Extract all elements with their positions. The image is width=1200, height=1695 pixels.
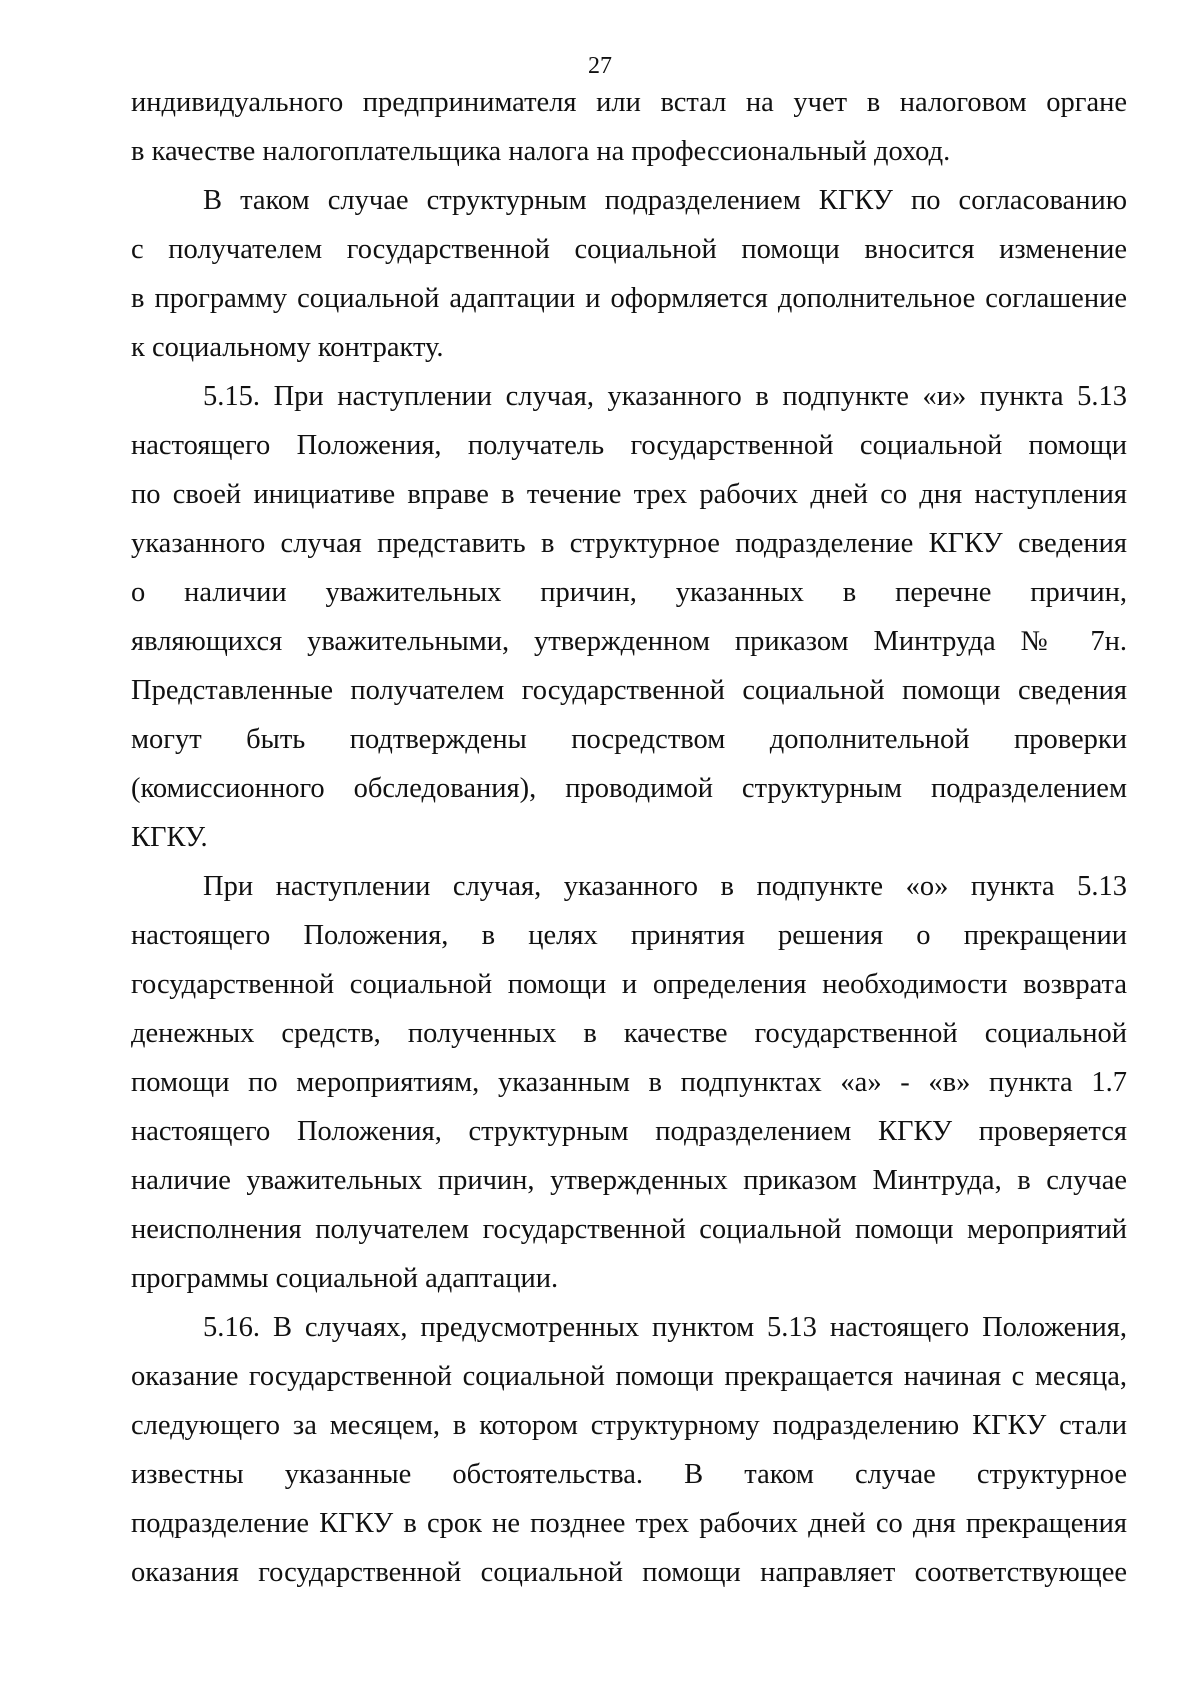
- text-line: Представленные получателем государственной социальной помощи сведения: [131, 675, 1127, 706]
- text-line: с получателем государственной социальной помощи вносится изменение: [131, 234, 1127, 265]
- text-line: денежных средств, полученных в качестве государственной социальной: [131, 1018, 1127, 1049]
- text-line: подразделение КГКУ в срок не позднее трех рабочих дней со дня прекращения: [131, 1508, 1127, 1539]
- text-line: индивидуального предпринимателя или встал на учет в налоговом органе: [131, 87, 1127, 118]
- text-line: настоящего Положения, структурным подразделением КГКУ проверяется: [131, 1116, 1127, 1147]
- text-line: известны указанные обстоятельства. В таком случае структурное: [131, 1459, 1127, 1490]
- paragraph: [131, 1303, 1127, 1597]
- text-line: по своей инициативе вправе в течение трех рабочих дней со дня наступления: [131, 479, 1127, 510]
- text-line: оказания государственной социальной помощи направляет соответствующее: [131, 1557, 1127, 1588]
- text-line: следующего за месяцем, в котором структурному подразделению КГКУ стали: [131, 1410, 1127, 1441]
- text-line: настоящего Положения, получатель государственной социальной помощи: [131, 430, 1127, 461]
- text-line: оказание государственной социальной помощи прекращается начиная с месяца,: [131, 1361, 1127, 1392]
- text-line: программы социальной адаптации.: [131, 1263, 559, 1294]
- paragraph: [131, 372, 1127, 862]
- text-line: 5.15. При наступлении случая, указанного в подпункте «и» пункта 5.13: [203, 381, 1127, 412]
- paragraph: [131, 176, 1127, 372]
- text-line: в качестве налогоплательщика налога на профессиональный доход.: [131, 136, 951, 167]
- document-body: [131, 78, 1127, 1597]
- text-line: о наличии уважительных причин, указанных в перечне причин,: [131, 577, 1127, 608]
- text-line: (комиссионного обследования), проводимой структурным подразделением: [131, 773, 1127, 804]
- paragraph: [131, 862, 1127, 1303]
- text-line: 5.16. В случаях, предусмотренных пунктом 5.13 настоящего Положения,: [203, 1312, 1127, 1343]
- text-line: являющихся уважительными, утвержденном приказом Минтруда № 7н.: [131, 626, 1127, 657]
- text-line: В таком случае структурным подразделением КГКУ по согласованию: [203, 185, 1127, 216]
- text-line: государственной социальной помощи и определения необходимости возврата: [131, 969, 1127, 1000]
- text-line: наличие уважительных причин, утвержденных приказом Минтруда, в случае: [131, 1165, 1127, 1196]
- text-line: При наступлении случая, указанного в подпункте «о» пункта 5.13: [203, 871, 1127, 902]
- page-number: 27: [588, 53, 612, 79]
- text-line: в программу социальной адаптации и оформляется дополнительное соглашение: [131, 283, 1127, 314]
- text-line: КГКУ.: [131, 822, 208, 853]
- text-line: к социальному контракту.: [131, 332, 444, 363]
- text-line: неисполнения получателем государственной социальной помощи мероприятий: [131, 1214, 1127, 1245]
- text-line: указанного случая представить в структурное подразделение КГКУ сведения: [131, 528, 1127, 559]
- paragraph: [131, 78, 1127, 176]
- text-line: помощи по мероприятиям, указанным в подпунктах «а» - «в» пункта 1.7: [131, 1067, 1127, 1098]
- text-line: настоящего Положения, в целях принятия решения о прекращении: [131, 920, 1127, 951]
- text-line: могут быть подтверждены посредством дополнительной проверки: [131, 724, 1127, 755]
